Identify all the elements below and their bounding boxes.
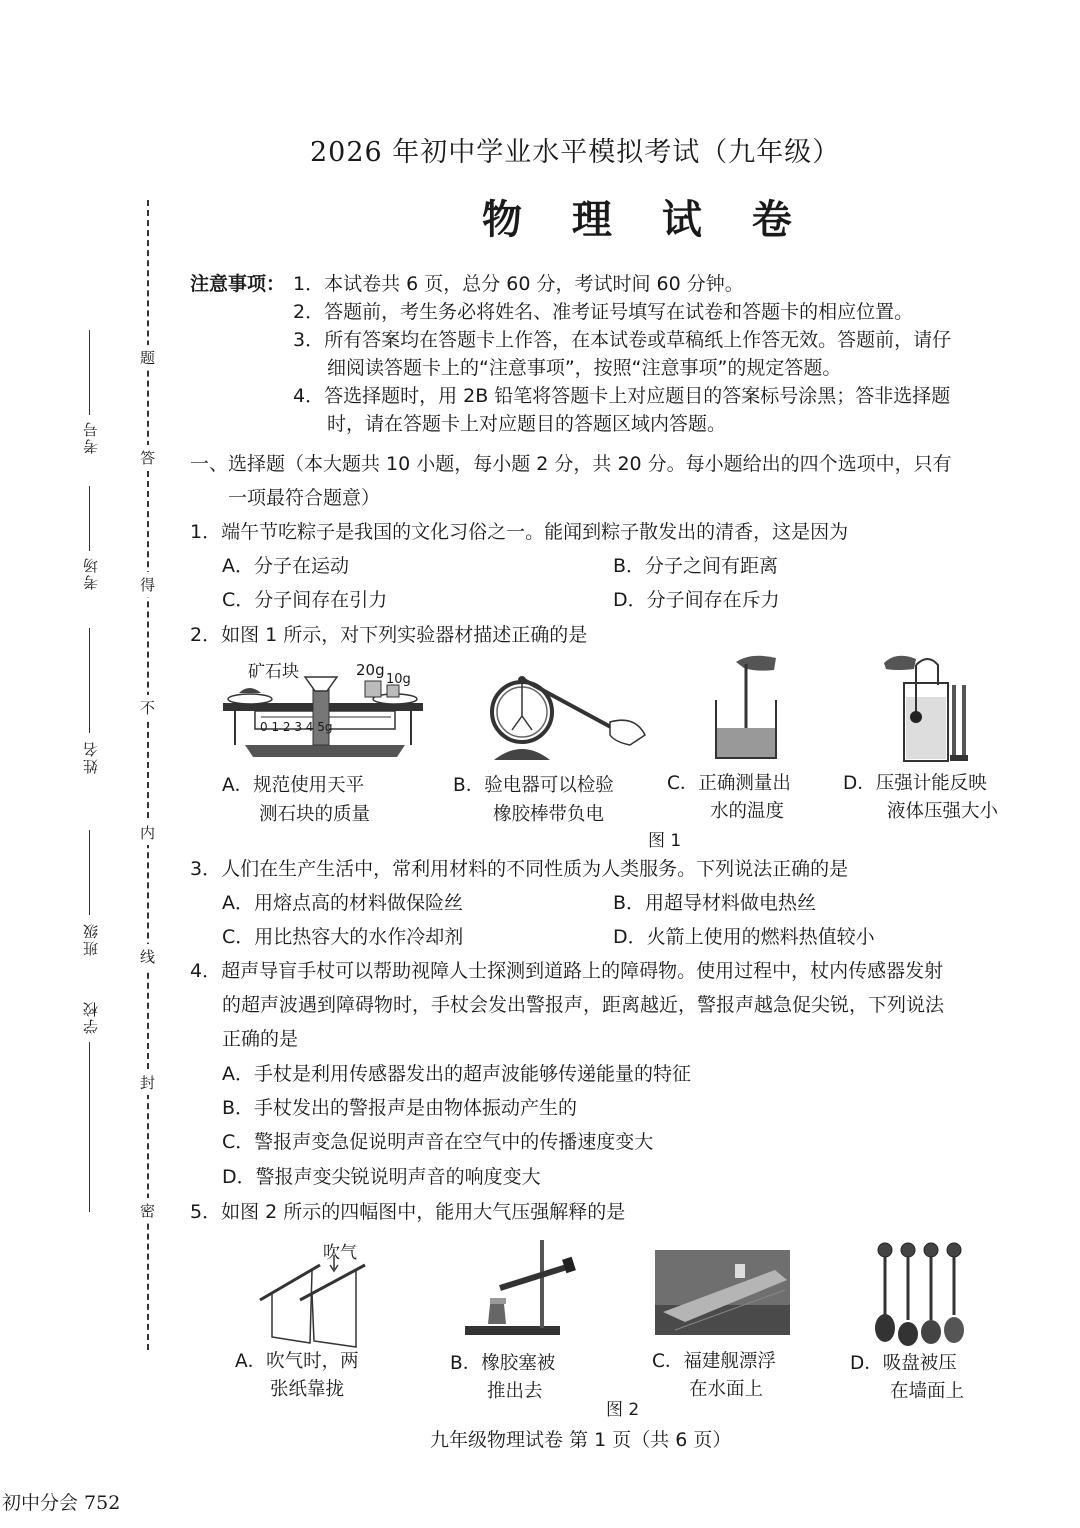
q3-option-c[interactable]: C．用比热容大的水作冷却剂: [222, 926, 464, 948]
seal-char-xian: 线: [140, 944, 155, 969]
q5-option-b-line1[interactable]: B．橡胶塞被: [450, 1353, 556, 1374]
q2-option-b-line2: 橡胶棒带负电: [493, 804, 605, 825]
q4-option-c[interactable]: C．警报声变急促说明声音在空气中的传播速度变大: [222, 1131, 654, 1153]
figure2-aircraft-carrier-photo: [655, 1250, 790, 1335]
notice-item-3: 3．所有答案均在答题卡上作答，在本试卷或草稿纸上作答无效。答题前，请仔: [293, 329, 952, 351]
seal-char-feng: 封: [140, 1070, 155, 1095]
fig1-label-20g: 20g: [356, 661, 385, 679]
q1-option-a[interactable]: A．分子在运动: [222, 555, 349, 577]
figure2-suction-cups-image: [870, 1240, 970, 1350]
field-banji[interactable]: [80, 830, 100, 970]
figure2-paper-sheets-image: [250, 1255, 375, 1350]
field-xuexiao[interactable]: [80, 1000, 100, 1215]
field-kaochang[interactable]: [80, 486, 100, 606]
figure1-caption: 图 1: [648, 831, 682, 851]
q5-option-c-line1[interactable]: C．福建舰漂浮: [652, 1351, 776, 1372]
figure2-test-tube-image: [460, 1238, 580, 1338]
q1-option-b[interactable]: B．分子之间有距离: [613, 555, 779, 577]
field-label-xuexiao: 学校: [82, 1000, 100, 1034]
figure1-electroscope-image: [470, 660, 650, 770]
q1-stem: 1．端午节吃粽子是我国的文化习俗之一。能闻到粽子散发出的清香，这是因为: [190, 521, 849, 543]
q5-stem: 5．如图 2 所示的四幅图中，能用大气压强解释的是: [190, 1201, 626, 1223]
q2-option-d-line2: 液体压强大小: [887, 801, 999, 822]
q4-option-b[interactable]: B．手杖发出的警报声是由物体振动产生的: [222, 1097, 578, 1119]
q4-stem-line2: 的超声波遇到障碍物时，手杖会发出警报声，距离越近，警报声越急促尖锐，下列说法: [222, 994, 945, 1016]
q5-option-a-line1[interactable]: A．吹气时，两: [235, 1351, 359, 1372]
q2-option-c-line2: 水的温度: [710, 801, 785, 822]
q2-stem: 2．如图 1 所示，对下列实验器材描述正确的是: [190, 624, 588, 646]
field-label-banji: 班级: [82, 922, 100, 956]
q2-option-a-line1[interactable]: A．规范使用天平: [222, 775, 365, 796]
fig1-label-scale: 0 1 2 3 4 5g: [260, 720, 333, 734]
notice-label: 注意事项：: [190, 273, 286, 295]
notice-item-1: 1．本试卷共 6 页，总分 60 分，考试时间 60 分钟。: [293, 273, 744, 295]
section1-heading-cont: 一项最符合题意）: [228, 487, 381, 509]
section1-heading: 一、选择题（本大题共 10 小题，每小题 2 分，共 20 分。每小题给出的四个选项中，只有: [190, 453, 952, 475]
q4-stem-line1: 4．超声导盲手杖可以帮助视障人士探测到道路上的障碍物。使用过程中，杖内传感器发射: [190, 960, 944, 982]
q4-option-a[interactable]: A．手杖是利用传感器发出的超声波能够传递能量的特征: [222, 1063, 691, 1085]
field-label-xingming: 姓名: [82, 740, 100, 774]
q3-stem: 3．人们在生产生活中，常利用材料的不同性质为人类服务。下列说法正确的是: [190, 858, 849, 880]
seal-char-bu: 不: [140, 695, 155, 720]
fig2-label-blow: 吹气: [323, 1243, 357, 1263]
subject-title: 物 理 试 卷: [482, 197, 810, 243]
q3-option-b[interactable]: B．用超导材料做电热丝: [613, 892, 817, 914]
exam-title: 2026 年初中学业水平模拟考试（九年级）: [310, 137, 841, 168]
figure2-caption: 图 2: [606, 1400, 640, 1420]
q1-option-c[interactable]: C．分子间存在引力: [222, 589, 388, 611]
q2-option-c-line1[interactable]: C．正确测量出: [667, 773, 791, 794]
q5-option-b-line2: 推出去: [487, 1381, 543, 1402]
seal-char-de: 得: [140, 572, 155, 597]
q5-option-d-line1[interactable]: D．吸盘被压: [850, 1353, 957, 1374]
q2-option-a-line2: 测石块的质量: [259, 804, 371, 825]
watermark-text: 初中分会 752: [2, 1492, 121, 1514]
q2-option-b-line1[interactable]: B．验电器可以检验: [453, 775, 614, 796]
field-xingming[interactable]: [80, 628, 100, 788]
seal-char-nei: 内: [140, 820, 155, 845]
seal-char-da: 答: [140, 445, 155, 470]
notice-item-3-cont: 细阅读答题卡上的“注意事项”，按照“注意事项”的规定答题。: [327, 357, 842, 379]
field-label-kaohao: 考号: [82, 420, 100, 454]
fig1-label-10g: 10g: [386, 672, 411, 687]
notice-item-4: 4．答选择题时，用 2B 铅笔将答题卡上对应题目的答案标号涂黑；答非选择题: [293, 385, 951, 407]
q4-option-d[interactable]: D．警报声变尖锐说明声音的响度变大: [222, 1166, 541, 1188]
field-label-kaochang: 考场: [82, 556, 100, 590]
q3-option-a[interactable]: A．用熔点高的材料做保险丝: [222, 892, 463, 914]
figure1-thermometer-image: [706, 650, 796, 765]
q5-option-d-line2: 在墙面上: [890, 1381, 965, 1402]
q3-option-d[interactable]: D．火箭上使用的燃料热值较小: [613, 926, 875, 948]
notice-item-4-cont: 时，请在答题卡上对应题目的答题区域内答题。: [327, 413, 727, 435]
figure1-pressure-gauge-image: [876, 645, 976, 765]
q4-stem-line3: 正确的是: [222, 1028, 299, 1050]
fig1-label-ore: 矿石块: [248, 662, 299, 682]
q5-option-c-line2: 在水面上: [689, 1379, 764, 1400]
seal-char-mi: 密: [140, 1198, 155, 1223]
q5-option-a-line2: 张纸靠拢: [270, 1379, 345, 1400]
seal-dashed-line: [147, 200, 149, 1350]
page-footer: 九年级物理试卷 第 1 页（共 6 页）: [430, 1429, 732, 1451]
q1-option-d[interactable]: D．分子间存在斥力: [613, 589, 780, 611]
field-kaohao[interactable]: [80, 330, 100, 454]
q2-option-d-line1[interactable]: D．压强计能反映: [843, 773, 987, 794]
notice-item-2: 2．答题前，考生务必将姓名、准考证号填写在试卷和答题卡的相应位置。: [293, 301, 914, 323]
seal-char-ti: 题: [140, 345, 155, 370]
